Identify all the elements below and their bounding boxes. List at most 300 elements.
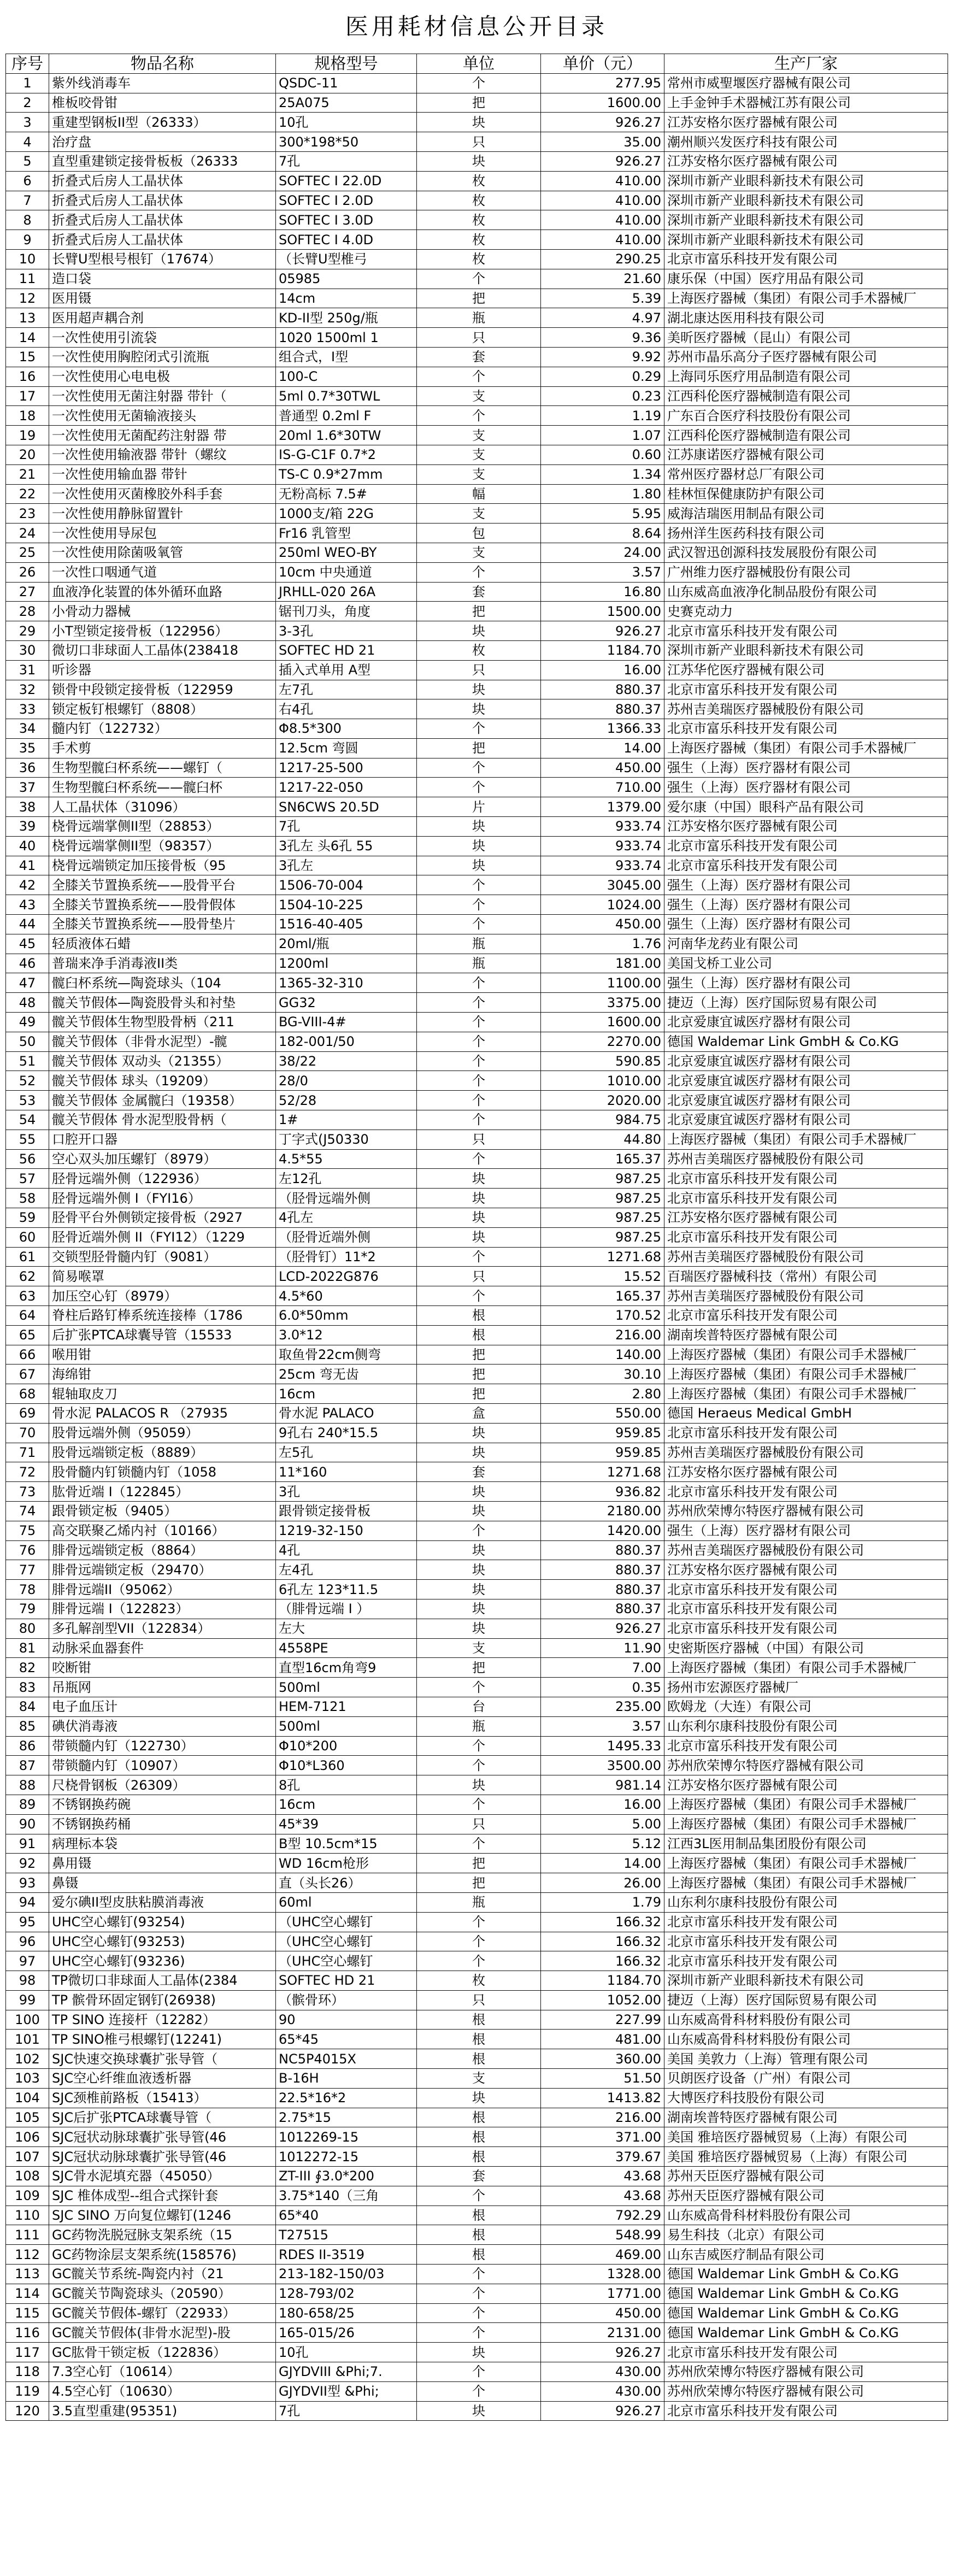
cell-maker: 苏州吉美瑞医疗器械股份有限公司 (664, 1247, 948, 1267)
table-row (6, 1697, 948, 1716)
cell-name: 一次性使用静脉留置针 (49, 504, 276, 524)
cell-maker: 爱尔康（中国）眼科产品有限公司 (664, 797, 948, 817)
cell-unit: 只 (417, 132, 541, 152)
table-row (6, 993, 948, 1013)
cell-name: 脊柱后路钉棒系统连接棒（1786 (49, 1306, 276, 1326)
cell-no: 113 (6, 2265, 49, 2284)
cell-spec: 插入式单用 A型 (276, 660, 417, 680)
cell-name: 长臂U型根号根钉（17674） (49, 249, 276, 269)
cell-name: 髋关节假体 双动头（21355） (49, 1051, 276, 1071)
cell-unit: 个 (417, 719, 541, 739)
cell-spec: 1012269-15 (276, 2127, 417, 2147)
cell-spec: 3孔左 (276, 856, 417, 875)
cell-spec: （髌骨环） (276, 1990, 417, 2010)
cell-price: 165.37 (541, 1149, 664, 1169)
cell-price: 2.80 (541, 1384, 664, 1404)
cell-name: SJC后扩张PTCA球囊导管（ (49, 2108, 276, 2127)
cell-price: 166.32 (541, 1912, 664, 1932)
cell-maker: 深圳市新产业眼科新技术有限公司 (664, 191, 948, 210)
cell-maker: 捷迈（上海）医疗国际贸易有限公司 (664, 993, 948, 1013)
cell-price: 1.76 (541, 934, 664, 954)
table-row (6, 2245, 948, 2265)
cell-unit: 个 (417, 2265, 541, 2284)
cell-no: 112 (6, 2245, 49, 2265)
cell-spec: IS-G-C1F 0.7*2 (276, 445, 417, 464)
table-row (6, 2030, 948, 2049)
cell-spec: 8孔 (276, 1775, 417, 1795)
table-row (6, 1051, 948, 1071)
cell-maker: 江西3L医用制品集团股份有限公司 (664, 1834, 948, 1854)
cell-maker: 美国 美敦力（上海）管理有限公司 (664, 2049, 948, 2069)
cell-price: 1024.00 (541, 895, 664, 915)
table-row (6, 171, 948, 191)
cell-spec: （胫骨钉）11*2 (276, 1247, 417, 1267)
table-row (6, 1834, 948, 1854)
cell-name: 血液净化装置的体外循环血路 (49, 582, 276, 602)
cell-name: 腓骨远端锁定板（8864） (49, 1540, 276, 1560)
cell-spec: 3-3孔 (276, 621, 417, 641)
table-row (6, 1169, 948, 1189)
table-row (6, 1736, 948, 1756)
cell-price: 140.00 (541, 1345, 664, 1365)
cell-no: 119 (6, 2381, 49, 2401)
cell-no: 46 (6, 954, 49, 973)
cell-no: 25 (6, 543, 49, 562)
cell-maker: 百瑞医疗器械科技（常州）有限公司 (664, 1267, 948, 1286)
cell-maker: 贝朗医疗设备（广州）有限公司 (664, 2069, 948, 2089)
cell-no: 44 (6, 915, 49, 934)
cell-maker: 强生（上海）医疗器材有限公司 (664, 758, 948, 778)
cell-spec: （UHC空心螺钉 (276, 1912, 417, 1932)
cell-price: 181.00 (541, 954, 664, 973)
cell-name: 辊轴取皮刀 (49, 1384, 276, 1404)
cell-spec: B-16H (276, 2069, 417, 2089)
table-row (6, 1384, 948, 1404)
cell-price: 1328.00 (541, 2265, 664, 2284)
cell-name: 一次性使用引流袋 (49, 328, 276, 348)
table-row (6, 269, 948, 289)
table-row (6, 1267, 948, 1286)
cell-unit: 块 (417, 113, 541, 132)
cell-name: GC髋关节假体(非骨水泥型)-股 (49, 2323, 276, 2343)
cell-unit: 根 (417, 1325, 541, 1345)
cell-price: 21.60 (541, 269, 664, 289)
cell-unit: 把 (417, 1345, 541, 1365)
table-row (6, 1795, 948, 1814)
cell-spec: 7孔 (276, 2401, 417, 2421)
table-row (6, 249, 948, 269)
cell-maker: 北京爱康宜诚医疗器材有限公司 (664, 1051, 948, 1071)
table-row (6, 2108, 948, 2127)
table-row (6, 1521, 948, 1540)
cell-name: 动脉采血器套件 (49, 1638, 276, 1658)
cell-price: 2180.00 (541, 1501, 664, 1521)
cell-maker: 北京市富乐科技开发有限公司 (664, 836, 948, 856)
cell-name: 造口袋 (49, 269, 276, 289)
cell-spec: 38/22 (276, 1051, 417, 1071)
cell-maker: 江苏安格尔医疗器械有限公司 (664, 113, 948, 132)
cell-name: 不锈钢换药桶 (49, 1814, 276, 1834)
cell-unit: 个 (417, 1521, 541, 1540)
cell-maker: 扬州洋生医药科技有限公司 (664, 524, 948, 543)
cell-name: 医用镊 (49, 289, 276, 308)
cell-no: 85 (6, 1716, 49, 1736)
cell-name: 重建型钢板II型（26333） (49, 113, 276, 132)
cell-price: 430.00 (541, 2362, 664, 2382)
cell-spec: 7孔 (276, 151, 417, 171)
cell-unit: 个 (417, 1912, 541, 1932)
cell-spec: 500ml (276, 1716, 417, 1736)
table-row (6, 562, 948, 582)
cell-price: 987.25 (541, 1208, 664, 1228)
cell-price: 235.00 (541, 1697, 664, 1716)
table-row (6, 1189, 948, 1208)
table-row (6, 660, 948, 680)
cell-no: 66 (6, 1345, 49, 1365)
cell-unit: 个 (417, 2381, 541, 2401)
table-row (6, 1892, 948, 1912)
cell-unit: 只 (417, 1990, 541, 2010)
cell-unit: 把 (417, 289, 541, 308)
cell-name: 折叠式后房人工晶状体 (49, 171, 276, 191)
cell-spec: SOFTEC I 4.0D (276, 230, 417, 250)
cell-unit: 块 (417, 1580, 541, 1599)
cell-name: TP SINO椎弓根螺钉(12241) (49, 2030, 276, 2049)
cell-maker: 北京市富乐科技开发有限公司 (664, 1306, 948, 1326)
cell-no: 39 (6, 817, 49, 837)
table-row (6, 954, 948, 973)
cell-maker: 江苏安格尔医疗器械有限公司 (664, 151, 948, 171)
cell-price: 2270.00 (541, 1032, 664, 1051)
cell-maker: 苏州市晶乐高分子医疗器械有限公司 (664, 347, 948, 367)
cell-price: 410.00 (541, 191, 664, 210)
cell-no: 43 (6, 895, 49, 915)
cell-maker: 易生科技（北京）有限公司 (664, 2225, 948, 2245)
cell-price: 1052.00 (541, 1990, 664, 2010)
cell-no: 100 (6, 2010, 49, 2030)
cell-price: 216.00 (541, 2108, 664, 2127)
cell-spec: 直（头长26） (276, 1873, 417, 1893)
cell-maker: 上海医疗器械（集团）有限公司手术器械厂 (664, 1814, 948, 1834)
cell-spec: 1506-70-004 (276, 875, 417, 895)
cell-name: 一次性使用灭菌橡胶外科手套 (49, 484, 276, 504)
cell-name: SJC空心纤维血液透析器 (49, 2069, 276, 2089)
cell-price: 926.27 (541, 2401, 664, 2421)
cell-price: 1.79 (541, 1892, 664, 1912)
cell-spec: 11*160 (276, 1462, 417, 1482)
cell-name: 人工晶状体（31096） (49, 797, 276, 817)
cell-spec: 普通型 0.2ml F (276, 406, 417, 426)
cell-spec: 16cm (276, 1795, 417, 1814)
cell-unit: 块 (417, 856, 541, 875)
table-row (6, 367, 948, 386)
cell-no: 31 (6, 660, 49, 680)
table-row (6, 875, 948, 895)
table-row (6, 1365, 948, 1384)
cell-price: 450.00 (541, 2303, 664, 2323)
table-row (6, 1971, 948, 1991)
cell-spec: Φ8.5*300 (276, 719, 417, 739)
cell-no: 108 (6, 2167, 49, 2186)
cell-price: 710.00 (541, 778, 664, 797)
cell-price: 5.95 (541, 504, 664, 524)
cell-no: 89 (6, 1795, 49, 1814)
cell-price: 44.80 (541, 1130, 664, 1149)
cell-spec: 左大 (276, 1619, 417, 1638)
table-row (6, 1423, 948, 1443)
table-row (6, 1247, 948, 1267)
cell-price: 933.74 (541, 836, 664, 856)
cell-spec: 左4孔 (276, 1560, 417, 1580)
cell-price: 880.37 (541, 1580, 664, 1599)
cell-spec: 28/0 (276, 1071, 417, 1091)
table-row (6, 1951, 948, 1971)
cell-spec: LCD-2022G876 (276, 1267, 417, 1286)
cell-no: 103 (6, 2069, 49, 2089)
cell-maker: 上海医疗器械（集团）有限公司手术器械厂 (664, 1365, 948, 1384)
cell-price: 16.00 (541, 1795, 664, 1814)
cell-price: 8.64 (541, 524, 664, 543)
cell-maker: 上海医疗器械（集团）有限公司手术器械厂 (664, 289, 948, 308)
cell-maker: 北京市富乐科技开发有限公司 (664, 1580, 948, 1599)
cell-name: 折叠式后房人工晶状体 (49, 191, 276, 210)
table-row (6, 973, 948, 993)
cell-unit: 套 (417, 347, 541, 367)
cell-price: 469.00 (541, 2245, 664, 2265)
cell-name: 咬断钳 (49, 1658, 276, 1678)
cell-spec: NC5P4015X (276, 2049, 417, 2069)
cell-maker: 北京市富乐科技开发有限公司 (664, 680, 948, 699)
cell-no: 8 (6, 210, 49, 230)
cell-name: 一次性使用心电电极 (49, 367, 276, 386)
cell-price: 987.25 (541, 1227, 664, 1247)
cell-spec: 1516-40-405 (276, 915, 417, 934)
cell-spec: 丁字式(J50330 (276, 1130, 417, 1149)
cell-unit: 把 (417, 1384, 541, 1404)
cell-name: 一次性使用无菌输液接头 (49, 406, 276, 426)
cell-unit: 把 (417, 602, 541, 621)
cell-maker: 北京市富乐科技开发有限公司 (664, 1169, 948, 1189)
table-row (6, 1560, 948, 1580)
cell-unit: 根 (417, 2147, 541, 2167)
cell-maker: 苏州欣荣博尔特医疗器械有限公司 (664, 1756, 948, 1775)
table-row (6, 1678, 948, 1697)
cell-name: 髋关节假体 金属髋臼（19358） (49, 1091, 276, 1110)
cell-unit: 幅 (417, 484, 541, 504)
cell-name: 桡骨远端锁定加压接骨板（95 (49, 856, 276, 875)
cell-unit: 块 (417, 151, 541, 171)
cell-name: 股骨远端外侧（95059） (49, 1423, 276, 1443)
cell-unit: 根 (417, 1306, 541, 1326)
cell-name: UHC空心螺钉(93254) (49, 1912, 276, 1932)
table-row (6, 1227, 948, 1247)
cell-no: 48 (6, 993, 49, 1013)
cell-no: 62 (6, 1267, 49, 1286)
cell-no: 56 (6, 1149, 49, 1169)
cell-name: 腓骨远端锁定板（29470） (49, 1560, 276, 1580)
cell-no: 14 (6, 328, 49, 348)
cell-spec: SOFTEC I 22.0D (276, 171, 417, 191)
cell-spec: （胫骨近端外侧 (276, 1227, 417, 1247)
cell-price: 1771.00 (541, 2284, 664, 2303)
cell-no: 32 (6, 680, 49, 699)
cell-no: 52 (6, 1071, 49, 1091)
table-row (6, 797, 948, 817)
cell-price: 1271.68 (541, 1247, 664, 1267)
cell-maker: 湖北康达医用科技有限公司 (664, 308, 948, 328)
header-unit: 单位 (417, 54, 541, 74)
cell-no: 110 (6, 2206, 49, 2225)
cell-no: 73 (6, 1482, 49, 1502)
cell-price: 165.37 (541, 1286, 664, 1306)
cell-no: 61 (6, 1247, 49, 1267)
header-name: 物品名称 (49, 54, 276, 74)
cell-no: 23 (6, 504, 49, 524)
cell-unit: 个 (417, 1286, 541, 1306)
cell-price: 227.99 (541, 2010, 664, 2030)
cell-price: 590.85 (541, 1051, 664, 1071)
cell-unit: 个 (417, 2323, 541, 2343)
cell-spec: 213-182-150/03 (276, 2265, 417, 2284)
table-row (6, 2284, 948, 2303)
cell-unit: 个 (417, 1110, 541, 1130)
cell-price: 1420.00 (541, 1521, 664, 1540)
table-row (6, 1345, 948, 1365)
cell-name: 胫骨远端外侧（122936） (49, 1169, 276, 1189)
cell-maker: 山东威高骨科材料股份有限公司 (664, 2010, 948, 2030)
cell-no: 82 (6, 1658, 49, 1678)
cell-spec: 65*45 (276, 2030, 417, 2049)
table-row (6, 1932, 948, 1951)
table-row (6, 191, 948, 210)
cell-maker: 北京爱康宜诚医疗器材有限公司 (664, 1013, 948, 1032)
cell-unit: 块 (417, 1208, 541, 1228)
table-row (6, 2147, 948, 2167)
cell-no: 45 (6, 934, 49, 954)
cell-price: 0.23 (541, 386, 664, 406)
table-row (6, 640, 948, 660)
table-row (6, 1403, 948, 1423)
cell-no: 37 (6, 778, 49, 797)
cell-maker: 欧姆龙（大连）有限公司 (664, 1697, 948, 1716)
cell-no: 35 (6, 738, 49, 758)
cell-unit: 个 (417, 2303, 541, 2323)
cell-no: 67 (6, 1365, 49, 1384)
cell-spec: 1# (276, 1110, 417, 1130)
cell-unit: 套 (417, 582, 541, 602)
table-row (6, 1501, 948, 1521)
cell-unit: 块 (417, 1501, 541, 1521)
table-row (6, 73, 948, 93)
catalog-table (5, 54, 948, 2421)
cell-maker: 北京爱康宜诚医疗器材有限公司 (664, 1110, 948, 1130)
table-row (6, 445, 948, 464)
cell-maker: 苏州吉美瑞医疗器械股份有限公司 (664, 1286, 948, 1306)
cell-name: 一次性使用除菌吸氧管 (49, 543, 276, 562)
cell-unit: 块 (417, 1482, 541, 1502)
cell-maker: 上海医疗器械（集团）有限公司手术器械厂 (664, 1130, 948, 1149)
cell-price: 1.34 (541, 464, 664, 484)
cell-price: 1366.33 (541, 719, 664, 739)
cell-unit: 根 (417, 2049, 541, 2069)
cell-name: 吊瓶网 (49, 1678, 276, 1697)
cell-spec: 4孔 (276, 1540, 417, 1560)
cell-spec: 25A075 (276, 93, 417, 113)
table-row (6, 132, 948, 152)
cell-unit: 支 (417, 386, 541, 406)
cell-maker: 北京市富乐科技开发有限公司 (664, 1912, 948, 1932)
cell-price: 450.00 (541, 758, 664, 778)
cell-no: 40 (6, 836, 49, 856)
cell-unit: 个 (417, 73, 541, 93)
cell-spec: 05985 (276, 269, 417, 289)
cell-maker: 深圳市新产业眼科新技术有限公司 (664, 1971, 948, 1991)
cell-price: 1184.70 (541, 640, 664, 660)
cell-name: 胫骨平台外侧锁定接骨板（2927 (49, 1208, 276, 1228)
cell-price: 987.25 (541, 1189, 664, 1208)
cell-maker: 德国 Waldemar Link GmbH & Co.KG (664, 1032, 948, 1051)
cell-no: 80 (6, 1619, 49, 1638)
cell-unit: 枚 (417, 210, 541, 230)
cell-maker: 苏州天臣医疗器械有限公司 (664, 2167, 948, 2186)
table-row (6, 915, 948, 934)
cell-spec: 无粉高标 7.5# (276, 484, 417, 504)
cell-no: 28 (6, 602, 49, 621)
cell-spec: 1012272-15 (276, 2147, 417, 2167)
cell-price: 880.37 (541, 680, 664, 699)
table-row (6, 1854, 948, 1873)
cell-price: 3045.00 (541, 875, 664, 895)
cell-no: 107 (6, 2147, 49, 2167)
cell-no: 114 (6, 2284, 49, 2303)
cell-no: 120 (6, 2401, 49, 2421)
table-row (6, 2206, 948, 2225)
cell-maker: 北京市富乐科技开发有限公司 (664, 621, 948, 641)
cell-spec: 1000支/箱 22G (276, 504, 417, 524)
cell-no: 36 (6, 758, 49, 778)
cell-name: 听诊器 (49, 660, 276, 680)
cell-spec: RDES II-3519 (276, 2245, 417, 2265)
table-row (6, 113, 948, 132)
cell-name: 胫骨近端外侧 II（FYI12）（1229 (49, 1227, 276, 1247)
cell-maker: 强生（上海）医疗器材有限公司 (664, 895, 948, 915)
cell-no: 17 (6, 386, 49, 406)
cell-spec: WD 16cm枪形 (276, 1854, 417, 1873)
cell-name: 碘伏消毒液 (49, 1716, 276, 1736)
cell-price: 5.00 (541, 1814, 664, 1834)
cell-price: 1500.00 (541, 602, 664, 621)
cell-unit: 枚 (417, 640, 541, 660)
cell-maker: 江苏安格尔医疗器械有限公司 (664, 1208, 948, 1228)
cell-name: 一次性使用无菌配药注射器 带 (49, 426, 276, 445)
cell-no: 90 (6, 1814, 49, 1834)
cell-price: 926.27 (541, 2343, 664, 2362)
cell-price: 1379.00 (541, 797, 664, 817)
cell-no: 50 (6, 1032, 49, 1051)
cell-maker: 美国戈桥工业公司 (664, 954, 948, 973)
cell-name: SJC快速交换球囊扩张导管（ (49, 2049, 276, 2069)
cell-spec: 100-C (276, 367, 417, 386)
cell-price: 16.00 (541, 660, 664, 680)
cell-price: 360.00 (541, 2049, 664, 2069)
cell-no: 118 (6, 2362, 49, 2382)
cell-unit: 个 (417, 1951, 541, 1971)
header-spec: 规格型号 (276, 54, 417, 74)
cell-name: SJC冠状动脉球囊扩张导管(46 (49, 2147, 276, 2167)
cell-unit: 个 (417, 1932, 541, 1951)
cell-name: 鼻镊 (49, 1873, 276, 1893)
cell-unit: 块 (417, 1599, 541, 1619)
